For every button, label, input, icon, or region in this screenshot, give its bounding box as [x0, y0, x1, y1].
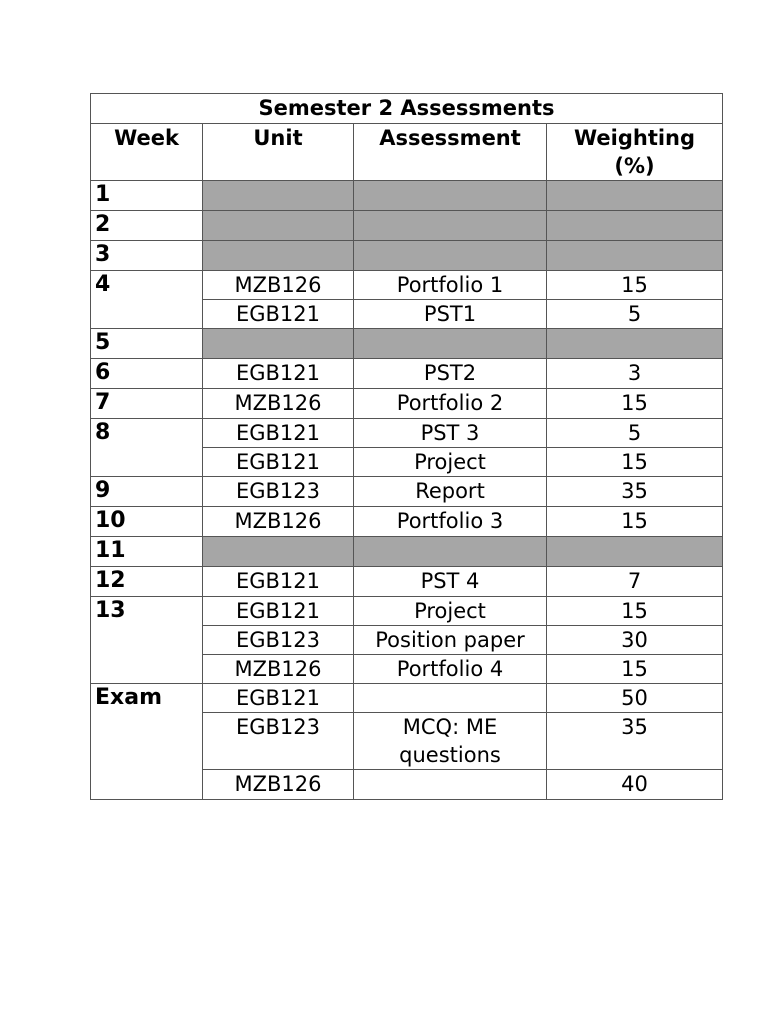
- empty-cell: [547, 329, 723, 359]
- week-cell: 3: [91, 241, 203, 271]
- week-cell: 8: [91, 419, 203, 477]
- empty-cell: [547, 241, 723, 271]
- weighting-cell: 5: [547, 419, 723, 448]
- table-row: [91, 359, 723, 389]
- empty-cell: [203, 329, 354, 359]
- table-row: [91, 477, 723, 507]
- weighting-cell: 15: [547, 655, 723, 684]
- unit-cell: MZB126: [203, 770, 354, 800]
- week-cell: 13: [91, 597, 203, 684]
- assessment-cell: Portfolio 1: [354, 271, 547, 300]
- assessments-table: [90, 93, 723, 800]
- table-row: [91, 419, 723, 448]
- unit-cell: EGB121: [203, 419, 354, 448]
- unit-cell: EGB121: [203, 567, 354, 597]
- week-cell: 1: [91, 181, 203, 211]
- unit-cell: EGB123: [203, 477, 354, 507]
- assessment-cell: MCQ: ME questions: [354, 713, 547, 770]
- assessment-cell: Portfolio 3: [354, 507, 547, 537]
- week-cell: 9: [91, 477, 203, 507]
- assessment-cell: Project: [354, 448, 547, 477]
- table-row: [91, 507, 723, 537]
- empty-cell: [203, 181, 354, 211]
- unit-cell: EGB121: [203, 300, 354, 329]
- table-row: [91, 241, 723, 271]
- assessment-cell: PST 3: [354, 419, 547, 448]
- unit-cell: EGB123: [203, 626, 354, 655]
- weighting-cell: 15: [547, 507, 723, 537]
- weighting-cell: 30: [547, 626, 723, 655]
- week-cell: 4: [91, 271, 203, 329]
- assessment-cell: Portfolio 4: [354, 655, 547, 684]
- unit-cell: MZB126: [203, 507, 354, 537]
- empty-cell: [354, 241, 547, 271]
- week-cell: Exam: [91, 684, 203, 800]
- table-row: [91, 211, 723, 241]
- weighting-cell: 7: [547, 567, 723, 597]
- week-cell: 6: [91, 359, 203, 389]
- empty-cell: [354, 211, 547, 241]
- weighting-cell: 15: [547, 448, 723, 477]
- week-cell: 11: [91, 537, 203, 567]
- assessment-cell: PST2: [354, 359, 547, 389]
- empty-cell: [203, 211, 354, 241]
- unit-cell: MZB126: [203, 389, 354, 419]
- header-unit: Unit: [203, 124, 354, 181]
- assessment-cell: Portfolio 2: [354, 389, 547, 419]
- weighting-cell: 15: [547, 597, 723, 626]
- table-row: [91, 271, 723, 300]
- assessment-cell: Position paper: [354, 626, 547, 655]
- empty-cell: [203, 241, 354, 271]
- week-cell: 5: [91, 329, 203, 359]
- week-cell: 10: [91, 507, 203, 537]
- weighting-cell: 3: [547, 359, 723, 389]
- unit-cell: EGB121: [203, 597, 354, 626]
- assessment-cell: [354, 684, 547, 713]
- table-row: [91, 389, 723, 419]
- week-cell: 2: [91, 211, 203, 241]
- empty-cell: [547, 211, 723, 241]
- assessment-cell: Project: [354, 597, 547, 626]
- title-row: [91, 94, 723, 124]
- unit-cell: MZB126: [203, 271, 354, 300]
- unit-cell: MZB126: [203, 655, 354, 684]
- empty-cell: [354, 329, 547, 359]
- assessment-cell: PST1: [354, 300, 547, 329]
- header-weighting: Weighting (%): [547, 124, 723, 181]
- table-title: Semester 2 Assessments: [91, 94, 723, 124]
- assessment-cell: [354, 770, 547, 800]
- assessment-cell: Report: [354, 477, 547, 507]
- empty-cell: [354, 181, 547, 211]
- weighting-cell: 5: [547, 300, 723, 329]
- table-row: [91, 567, 723, 597]
- table-row: [91, 597, 723, 626]
- weighting-cell: 50: [547, 684, 723, 713]
- table-row: [91, 329, 723, 359]
- weighting-cell: 40: [547, 770, 723, 800]
- table-row: [91, 181, 723, 211]
- unit-cell: EGB121: [203, 448, 354, 477]
- weighting-cell: 15: [547, 389, 723, 419]
- unit-cell: EGB121: [203, 359, 354, 389]
- unit-cell: EGB121: [203, 684, 354, 713]
- empty-cell: [547, 537, 723, 567]
- header-assessment: Assessment: [354, 124, 547, 181]
- empty-cell: [547, 181, 723, 211]
- table-row: [91, 537, 723, 567]
- header-week: Week: [91, 124, 203, 181]
- unit-cell: EGB123: [203, 713, 354, 770]
- empty-cell: [354, 537, 547, 567]
- week-cell: 7: [91, 389, 203, 419]
- header-row: [91, 124, 723, 181]
- weighting-cell: 35: [547, 477, 723, 507]
- weighting-cell: 35: [547, 713, 723, 770]
- weighting-cell: 15: [547, 271, 723, 300]
- assessment-cell: PST 4: [354, 567, 547, 597]
- week-cell: 12: [91, 567, 203, 597]
- table-row: [91, 684, 723, 713]
- empty-cell: [203, 537, 354, 567]
